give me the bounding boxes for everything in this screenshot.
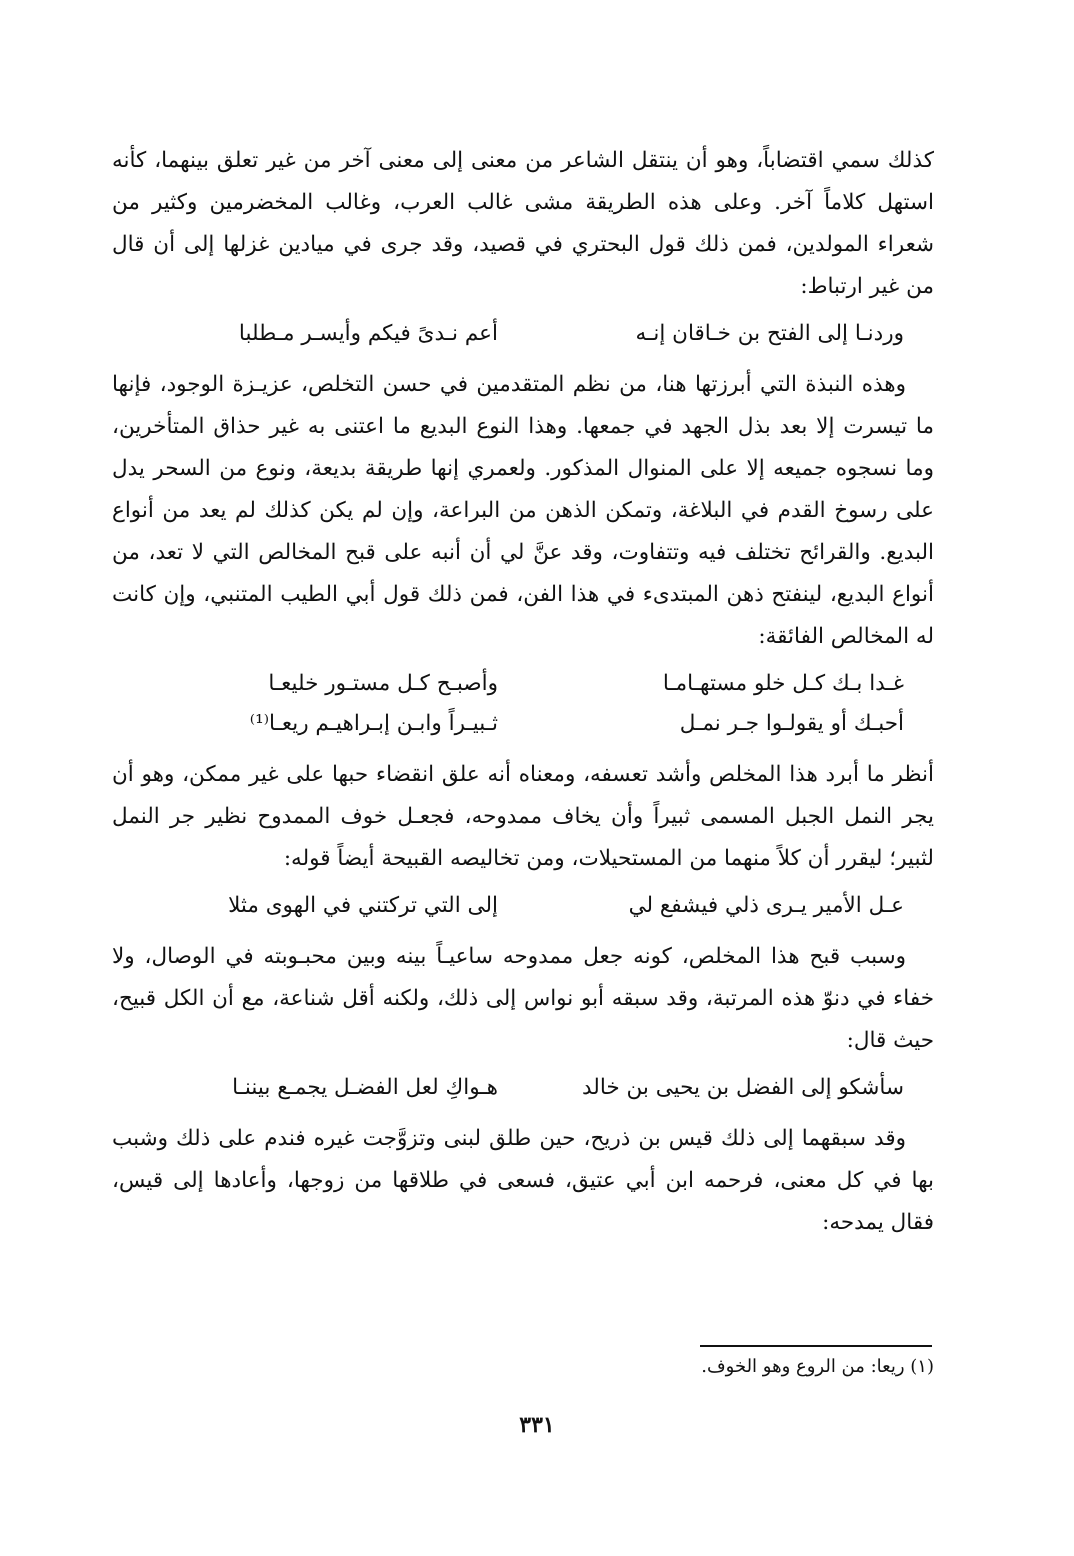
paragraph-3: أنظر ما أبرد هذا المخلص وأشد تعسفه، ومعناه أنه علق انقضاء حبها على غير ممكن، وهو أن يجر النمل الجبل المسمى ثبيراً وأن يخاف ممدوحه، فجعـل خوف الممدوح نظير جر النمل لثبير؛ ليقرر أن كلاً منهما من المستحيلات، ومن تخاليصه القبيحة أيضاً قوله:: [112, 762, 934, 871]
verse-first-hemistich: أحبـك أو يقولـوا جـر نمـل: [679, 711, 904, 736]
page-body: [112, 140, 934, 1244]
verse-line: [112, 664, 934, 704]
paragraph-4: وسبب قبح هذا المخلص، كونه جعل ممدوحه ساعيـاً بينه وبين محبـوبته في الوصال، ولا خفاء في دنوّ هذه المرتبة، وقد سبقه أبو نواس إلى ذلك، ولكنه أقل شناعة، مع أن الكل قبيح، حيث قال:: [112, 944, 934, 1053]
paragraph-2: وهذه النبذة التي أبرزتها هنا، من نظم المتقدمين في حسن التخلص، عزيـزة الوجود، فإنها ما تيسرت إلا بعد بذل الجهد في جمعها. وهذا النوع البديع ما اعتنى به غير حذاق المتأخرين، وما نسجوه جميعه إلا على المنوال المذكور. ولعمري إنها طريقة بديعة، ونوع من السحر يدل على رسوخ القدم في البلاغة، وتمكن الذهن من البراعة، وإن لم يكن كذلك لم يعد من أنواع البديع. والقرائح تختلف فيه وتتفاوت، وقد عنَّ لي أن أنبه على قبح المخالص التي لا تعد، من أنواع البديع، لينفتح ذهن المبتدىء في هذا الفن، فمن ذلك قول أبي الطيب المتنبي، وإن كانت له المخالص الفائقة:: [112, 372, 934, 649]
verse-first-hemistich: غـدا بـك كـل خلو مستهـامـا: [662, 671, 904, 696]
verse-line: [112, 1068, 934, 1108]
verse-block-abu-nuwas: [112, 1068, 934, 1108]
footnote-divider: [700, 1345, 932, 1347]
verse-first-hemistich: وردنـا إلى الفتح بن خـاقان إنـه: [635, 321, 904, 346]
verse-line: [112, 314, 934, 354]
verse-block-mutanabbi-2: [112, 886, 934, 926]
paragraph-5: وقد سبقهما إلى ذلك قيس بن ذريح، حين طلق لبنى وتزوَّجت غيره فندم على ذلك وشبب بها في كل معنى، فرحمه ابن أبي عتيق، فسعى في طلاقها من زوجها، وأعادها إلى قيس، فقال يمدحه:: [112, 1126, 934, 1235]
paragraph-1: كذلك سمي اقتضاباً، وهو أن ينتقل الشاعر من معنى إلى معنى آخر من غير تعلق بينهما، كأنه استهل كلاماً آخر. وعلى هذه الطريقة مشى غالب العرب، وغالب المخضرمين وكثير من شعراء المولدين، فمن ذلك قول البحتري في قصيد، وقد جرى في ميادين غزلها إلى أن قال من غير ارتباط:: [112, 148, 934, 299]
verse-second-hemistich: وأصبـح كـل مستـور خليعـا: [268, 671, 498, 696]
verse-second-hemistich: أعم نـدىً فيكم وأيسـر مـطلبا: [238, 321, 498, 346]
verse-block-buhturi: [112, 314, 934, 354]
verse-first-hemistich: سأشكو إلى الفضل بن يحيى بن خالد: [582, 1075, 904, 1100]
verse-second-hemistich: إلى التي تركتني في الهوى مثلا: [228, 893, 498, 918]
verse-first-hemistich: عـل الأمير يـرى ذلي فيشفع لي: [628, 893, 904, 918]
verse-line: [112, 886, 934, 926]
page-number: ٣٣١: [519, 1412, 555, 1438]
verse-second-hemistich: ثـبيـراً وابـن إبـراهيـم ريعـا⁽¹⁾: [249, 711, 498, 736]
verse-line: [112, 704, 934, 744]
verse-block-mutanabbi: [112, 664, 934, 744]
footnote: (١) ريعا: من الروع وهو الخوف.: [701, 1356, 934, 1377]
verse-second-hemistich: هـواكِ لعل الفضـل يجمـع بيننـا: [232, 1075, 498, 1100]
